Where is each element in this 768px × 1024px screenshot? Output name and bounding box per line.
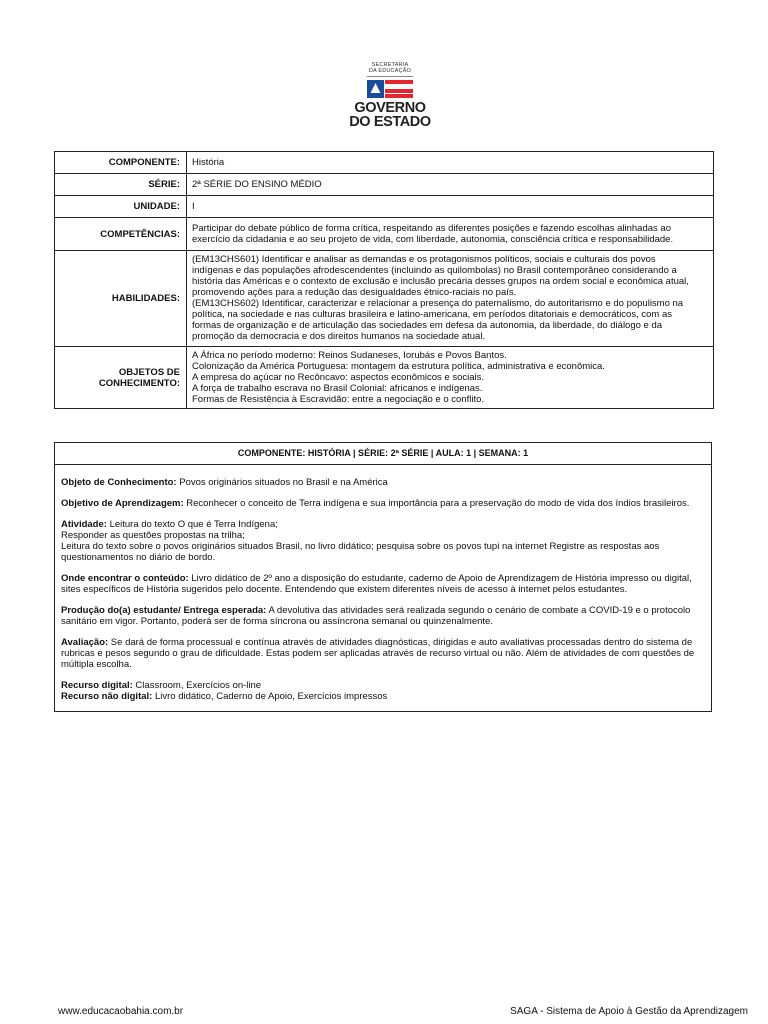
recurso-nao-digital-text: Livro didático, Caderno de Apoio, Exercícios impressos — [152, 691, 388, 702]
habilidades-line: história das Américas e o contexto de exclusão e inclusão precária desses grupos na ordem social e econômica atual, — [192, 276, 689, 287]
footer-website: www.educacaobahia.com.br — [58, 1006, 184, 1017]
row-habilidades — [55, 251, 714, 347]
row-componente — [55, 152, 714, 174]
aula-box — [54, 442, 712, 712]
componente-label: COMPONENTE: — [55, 152, 187, 174]
unidade-value: I — [187, 196, 714, 218]
atividade-paragraph — [61, 519, 705, 563]
recursos-paragraph — [61, 680, 705, 702]
competencias-line: Participar do debate público de forma crítica, respeitando as diferentes posições e fazendo escolhas alinhadas ao — [192, 223, 671, 234]
habilidades-line: promoção da democracia e dos direitos humanos na sociedade atual. — [192, 331, 486, 342]
serie-value: 2ª SÉRIE DO ENSINO MÉDIO — [187, 174, 714, 196]
habilidades-line: formas de organização e de articulação das sociedades em defesa da autonomia, da liberdade, do diálogo e da — [192, 320, 663, 331]
objetivo-paragraph — [61, 498, 705, 509]
competencias-line: exercício da cidadania e ao seu projeto de vida, com liberdade, autonomia, consciência crítica e responsabilidade. — [192, 234, 674, 245]
recurso-digital-label: Recurso digital: — [61, 680, 133, 691]
atividade-text: questionamentos no diário de bordo. — [61, 552, 216, 563]
objetos-label — [55, 347, 187, 409]
avaliacao-text: múltipla escolha. — [61, 659, 132, 670]
governo-bahia-logo — [345, 62, 435, 142]
objetos-label-line: CONHECIMENTO: — [98, 377, 180, 389]
avaliacao-paragraph — [61, 637, 705, 670]
onde-text: Livro didático de 2º ano a disposição do estudante, caderno de Apoio de Aprendizagem de História impresso ou digital, — [188, 573, 692, 584]
onde-text: sites específicos de História sugeridos pelo docente. Entendendo que existem diferentes níveis de acesso à internet pelos estudantes. — [61, 584, 628, 595]
objeto-paragraph — [61, 477, 705, 488]
recurso-digital-text: Classroom, Exercícios on-line — [132, 680, 262, 691]
secretaria-line2: DA EDUCAÇÃO — [368, 68, 412, 74]
producao-text: sanitário em vigor. Portanto, poderá ser de forma síncrona ou assíncrona semanal ou quinzenalmente. — [61, 616, 493, 627]
objeto-label: Objeto de Conhecimento: — [61, 477, 177, 488]
row-unidade — [55, 196, 714, 218]
habilidades-line: (EM13CHS601) Identificar e analisar as demandas e os protagonismos políticos, sociais e culturais dos povos — [192, 254, 656, 265]
bahia-flag-icon — [367, 80, 413, 98]
objetos-line: Colonização da América Portuguesa: montagem da estrutura política, administrativa e econômica. — [192, 361, 605, 372]
competencias-label: COMPETÊNCIAS: — [55, 218, 187, 251]
objetos-label-line: OBJETOS DE — [118, 366, 180, 378]
serie-label: SÉRIE: — [55, 174, 187, 196]
logo-divider — [367, 76, 413, 77]
habilidades-label: HABILIDADES: — [55, 251, 187, 347]
aula-header: COMPONENTE: HISTÓRIA | SÉRIE: 2ª SÉRIE | AULA: 1 | SEMANA: 1 — [55, 443, 711, 465]
row-competencias — [55, 218, 714, 251]
secretaria-line1: SECRETARIA — [371, 62, 409, 68]
objetos-line: A força de trabalho escrava no Brasil Colonial: africanos e indígenas. — [192, 383, 483, 394]
atividade-text: Responder as questões propostas na trilha; — [61, 530, 245, 541]
atividade-text: Leitura do texto sobre o povos originários situados Brasil, no livro didático; pesquisa sobre os povos tupi na internet Registre as respostas aos — [61, 541, 660, 552]
aula-body — [55, 465, 711, 702]
producao-label: Produção do(a) estudante/ Entrega esperada: — [61, 605, 267, 616]
habilidades-line: política, na sociedade e nas culturas brasileira e latino-americana, em períodos ditatoriais e democráticos, com as — [192, 309, 672, 320]
atividade-text: Leitura do texto O que é Terra Indígena; — [106, 519, 278, 530]
habilidades-line: (EM13CHS602) Identificar, caracterizar e relacionar a presença do paternalismo, do autoritarismo e do populismo na — [192, 298, 684, 309]
objetivo-text: Reconhecer o conceito de Terra indígena e sua importância para a preservação do modo de vida dos índios brasileiros. — [183, 498, 690, 509]
recurso-nao-digital-label: Recurso não digital: — [61, 691, 153, 702]
onde-paragraph — [61, 573, 705, 595]
governo-text: GOVERNO — [354, 100, 426, 116]
atividade-label: Atividade: — [61, 519, 107, 530]
onde-label: Onde encontrar o conteúdo: — [61, 573, 189, 584]
row-objetos — [55, 347, 714, 409]
objeto-text: Povos originários situados no Brasil e na América — [176, 477, 388, 488]
footer-saga: SAGA - Sistema de Apoio à Gestão da Aprendizagem — [510, 1006, 748, 1017]
objetos-line: Formas de Resistência à Escravidão: entre a negociação e o conflito. — [192, 394, 485, 405]
objetivo-label: Objetivo de Aprendizagem: — [61, 498, 184, 509]
competencias-value — [187, 218, 714, 251]
objetos-line: A empresa do açúcar no Recôncavo: aspectos econômicos e sociais. — [192, 372, 485, 383]
producao-paragraph — [61, 605, 705, 627]
avaliacao-label: Avaliação: — [61, 637, 109, 648]
objetos-line: A África no período moderno: Reinos Sudaneses, Iorubás e Povos Bantos. — [192, 350, 507, 361]
avaliacao-text: rubricas e pesos segundo o grau de dificuldade. Estas podem ser aplicadas através de recurso virtual ou não. Além de atividades de com questões de — [61, 648, 695, 659]
course-info-table — [54, 151, 714, 409]
unidade-label: UNIDADE: — [55, 196, 187, 218]
habilidades-value — [187, 251, 714, 347]
componente-value: História — [187, 152, 714, 174]
row-serie — [55, 174, 714, 196]
producao-text: A devolutiva das atividades será realizada segundo o cenário de combate a COVID-19 e o protocolo — [266, 605, 691, 616]
avaliacao-text: Se dará de forma processual e contínua através de atividades diagnósticas, dirigidas e auto avaliativas processadas dentro do sistema de — [108, 637, 693, 648]
habilidades-line: indígenas e das populações afrodescendentes (incluindo as quilombolas) no Brasil contemporâneo considerando a — [192, 265, 677, 276]
objetos-value — [187, 347, 714, 409]
do-estado-text: DO ESTADO — [349, 114, 431, 130]
habilidades-line: promovendo ações para a redução das desigualdades étnico-raciais no país. — [192, 287, 517, 298]
